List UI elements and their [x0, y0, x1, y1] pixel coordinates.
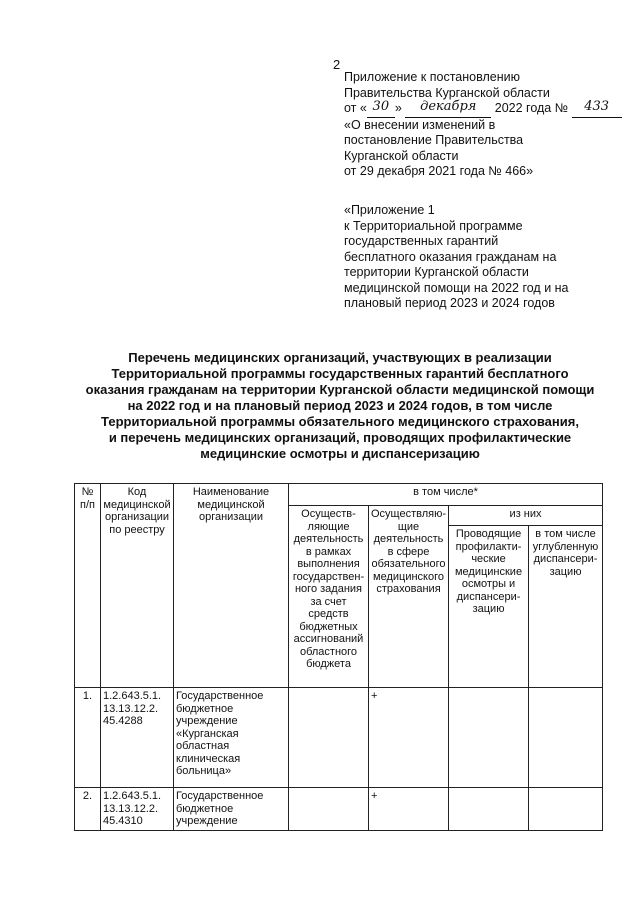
- title-line: Территориальной программы государственных гарантий бесплатного: [111, 366, 569, 381]
- header-line: Курганской области: [344, 148, 459, 163]
- date-mid: »: [394, 101, 402, 115]
- row-deep: [529, 788, 603, 831]
- date-prefix: от «: [344, 101, 367, 115]
- row-code: 1.2.643.5.1. 13.13.12.2. 45.4288: [101, 688, 174, 788]
- row-budget: [289, 688, 369, 788]
- header-of-them: из них: [449, 506, 603, 526]
- annex-header: [344, 203, 634, 312]
- annex-line: медицинской помощи на 2022 год и на: [344, 280, 569, 295]
- annex-line: к Территориальной программе: [344, 218, 523, 233]
- row-oms: +: [369, 788, 449, 831]
- row-oms: +: [369, 688, 449, 788]
- title-line: Перечень медицинских организаций, участвующих в реализации: [128, 350, 552, 365]
- header-line: от 29 декабря 2021 года № 466»: [344, 164, 534, 178]
- handwritten-day: 30: [372, 99, 390, 114]
- header-line: постановление Правительства: [344, 133, 524, 147]
- header-code: Код медицинской организации по реестру: [101, 484, 174, 688]
- header-prof: Проводящие профилакти-ческие медицинские осмотры и диспансери-зацию: [449, 526, 529, 688]
- annex-line: бесплатного оказания гражданам на: [344, 249, 557, 264]
- row-num: 1.: [75, 688, 101, 788]
- title-line: оказания гражданам на территории Курганской области медицинской помощи: [85, 382, 595, 397]
- row-name: Государственное бюджетное учреждение: [174, 788, 289, 831]
- row-name: Государственное бюджетное учреждение «Курганская областная клиническая больница»: [174, 688, 289, 788]
- header-name: Наименование медицинской организации: [174, 484, 289, 688]
- title-line: на 2022 год и на плановый период 2023 и 2024 годов, в том числе: [127, 398, 553, 413]
- handwritten-month: декабря: [420, 99, 477, 114]
- annex-line: территории Курганской области: [344, 265, 529, 279]
- title-line: и перечень медицинских организаций, проводящих профилактические: [108, 430, 572, 445]
- header-including: в том числе*: [289, 484, 603, 506]
- header-oms: Осуществляю-щие деятельность в сфере обязательного медицинского страхования: [369, 506, 449, 688]
- table-row: [75, 788, 603, 831]
- header-line: Правительства Курганской области: [344, 85, 550, 100]
- row-prof: [449, 788, 529, 831]
- document-title: [80, 350, 600, 462]
- row-prof: [449, 688, 529, 788]
- header-row: [75, 484, 603, 506]
- header-budget: Осуществ-ляющие деятельность в рамках выполнения государствен-ного задания за счет средств бюджетных ассигнований областного бюджета: [289, 506, 369, 688]
- approval-header: [344, 70, 624, 180]
- row-code: 1.2.643.5.1. 13.13.12.2. 45.4310: [101, 788, 174, 831]
- row-budget: [289, 788, 369, 831]
- date-year: 2022 года №: [494, 101, 569, 115]
- header-deep: в том числе углубленную диспансери-зацию: [529, 526, 603, 688]
- header-num: № п/п: [75, 484, 101, 688]
- header-line: «О внесении изменений в: [344, 117, 496, 132]
- organizations-table: [74, 483, 603, 831]
- header-date-line: [344, 101, 624, 118]
- title-line: Территориальной программы обязательного медицинского страхования,: [101, 414, 579, 429]
- annex-line: государственных гарантий: [344, 234, 499, 248]
- annex-line: плановый период 2023 и 2024 годов: [344, 296, 555, 310]
- handwritten-doc-number: 433: [584, 99, 610, 114]
- table-row: [75, 688, 603, 788]
- annex-line: «Приложение 1: [344, 203, 435, 217]
- row-deep: [529, 688, 603, 788]
- page-number: 2: [333, 57, 341, 72]
- header-line: Приложение к постановлению: [344, 70, 520, 84]
- title-line: медицинские осмотры и диспансеризацию: [200, 446, 480, 461]
- row-num: 2.: [75, 788, 101, 831]
